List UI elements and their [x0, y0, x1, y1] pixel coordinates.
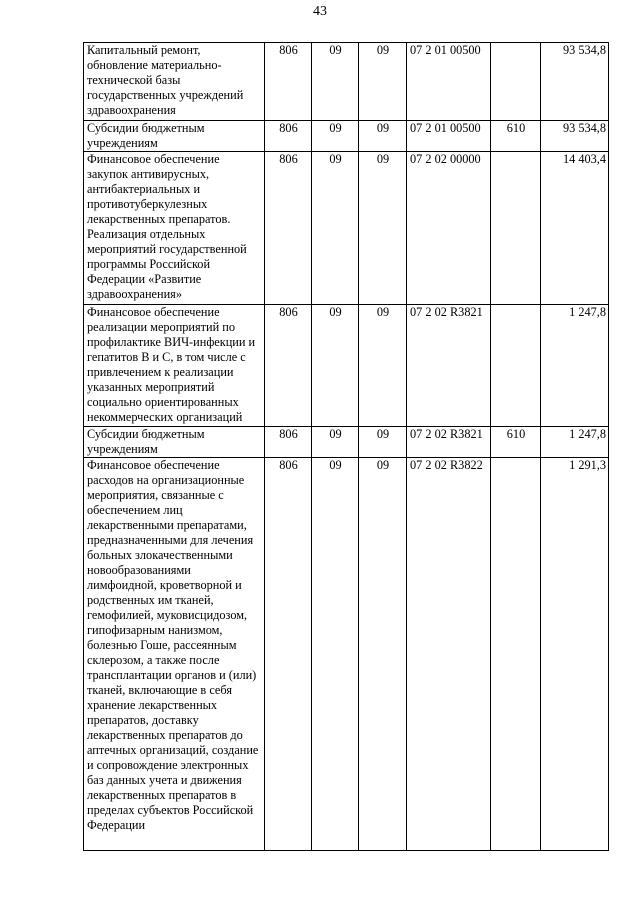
subsection-cell: 09: [359, 458, 407, 851]
subsection-cell: 09: [359, 152, 407, 305]
expense-type-cell: 610: [491, 121, 541, 152]
expense-name-cell: Финансовое обеспечение реализации мероприятий по профилактике ВИЧ-инфекции и гепатитов В и С, в том числе с привлечением к реализации указанных мероприятий социально ориентированных некоммерческих организаций: [84, 305, 265, 427]
section-cell: 09: [312, 121, 359, 152]
amount-cell: 1 247,8: [541, 427, 609, 458]
target-article-cell: 07 2 01 00500: [407, 43, 491, 121]
target-article-cell: 07 2 01 00500: [407, 121, 491, 152]
amount-cell: 93 534,8: [541, 43, 609, 121]
section-cell: 09: [312, 43, 359, 121]
section-cell: 09: [312, 458, 359, 851]
ministry-code-cell: 806: [265, 121, 312, 152]
ministry-code-cell: 806: [265, 427, 312, 458]
table-row: [84, 305, 609, 427]
table-row: [84, 427, 609, 458]
expense-type-cell: [491, 43, 541, 121]
section-cell: 09: [312, 152, 359, 305]
target-article-cell: 07 2 02 R3821: [407, 427, 491, 458]
amount-cell: 1 247,8: [541, 305, 609, 427]
subsection-cell: 09: [359, 43, 407, 121]
expense-name-cell: Финансовое обеспечение закупок антивирусных, антибактериальных и противотуберкулезных лекарственных препаратов. Реализация отдельных мероприятий государственной программы Российской Федерации «Развитие здравоохранения»: [84, 152, 265, 305]
page-number: 43: [313, 4, 327, 19]
section-cell: 09: [312, 427, 359, 458]
section-cell: 09: [312, 305, 359, 427]
subsection-cell: 09: [359, 121, 407, 152]
amount-cell: 93 534,8: [541, 121, 609, 152]
table-row: [84, 43, 609, 121]
target-article-cell: 07 2 02 R3821: [407, 305, 491, 427]
expense-name-cell: Финансовое обеспечение расходов на организационные мероприятия, связанные с обеспечением лиц лекарственными препаратами, предназначенными для лечения больных злокачественными новообразованиями лимфоидной, кроветворной и родственных им тканей, гемофилией, муковисцидозом, гипофизарным нанизмом, болезнью Гоше, рассеянным склерозом, а также после трансплантации органов и (или) тканей, включающие в себя хранение лекарственных препаратов, доставку лекарственных препаратов до аптечных организаций, создание и сопровождение электронных баз данных учета и движения лекарственных препаратов в пределах субъектов Российской Федерации: [84, 458, 265, 851]
expense-type-cell: [491, 152, 541, 305]
expense-type-cell: [491, 305, 541, 427]
subsection-cell: 09: [359, 427, 407, 458]
ministry-code-cell: 806: [265, 305, 312, 427]
ministry-code-cell: 806: [265, 43, 312, 121]
table-row: [84, 152, 609, 305]
expense-name-cell: Субсидии бюджетным учреждениям: [84, 121, 265, 152]
ministry-code-cell: 806: [265, 458, 312, 851]
expense-type-cell: [491, 458, 541, 851]
expense-type-cell: 610: [491, 427, 541, 458]
amount-cell: 14 403,4: [541, 152, 609, 305]
budget-table-body: [84, 43, 609, 851]
amount-cell: 1 291,3: [541, 458, 609, 851]
expense-name-cell: Субсидии бюджетным учреждениям: [84, 427, 265, 458]
budget-table: [83, 42, 609, 851]
target-article-cell: 07 2 02 R3822: [407, 458, 491, 851]
table-row: [84, 121, 609, 152]
expense-name-cell: Капитальный ремонт, обновление материально-технической базы государственных учреждений здравоохранения: [84, 43, 265, 121]
table-row: [84, 458, 609, 851]
target-article-cell: 07 2 02 00000: [407, 152, 491, 305]
subsection-cell: 09: [359, 305, 407, 427]
ministry-code-cell: 806: [265, 152, 312, 305]
